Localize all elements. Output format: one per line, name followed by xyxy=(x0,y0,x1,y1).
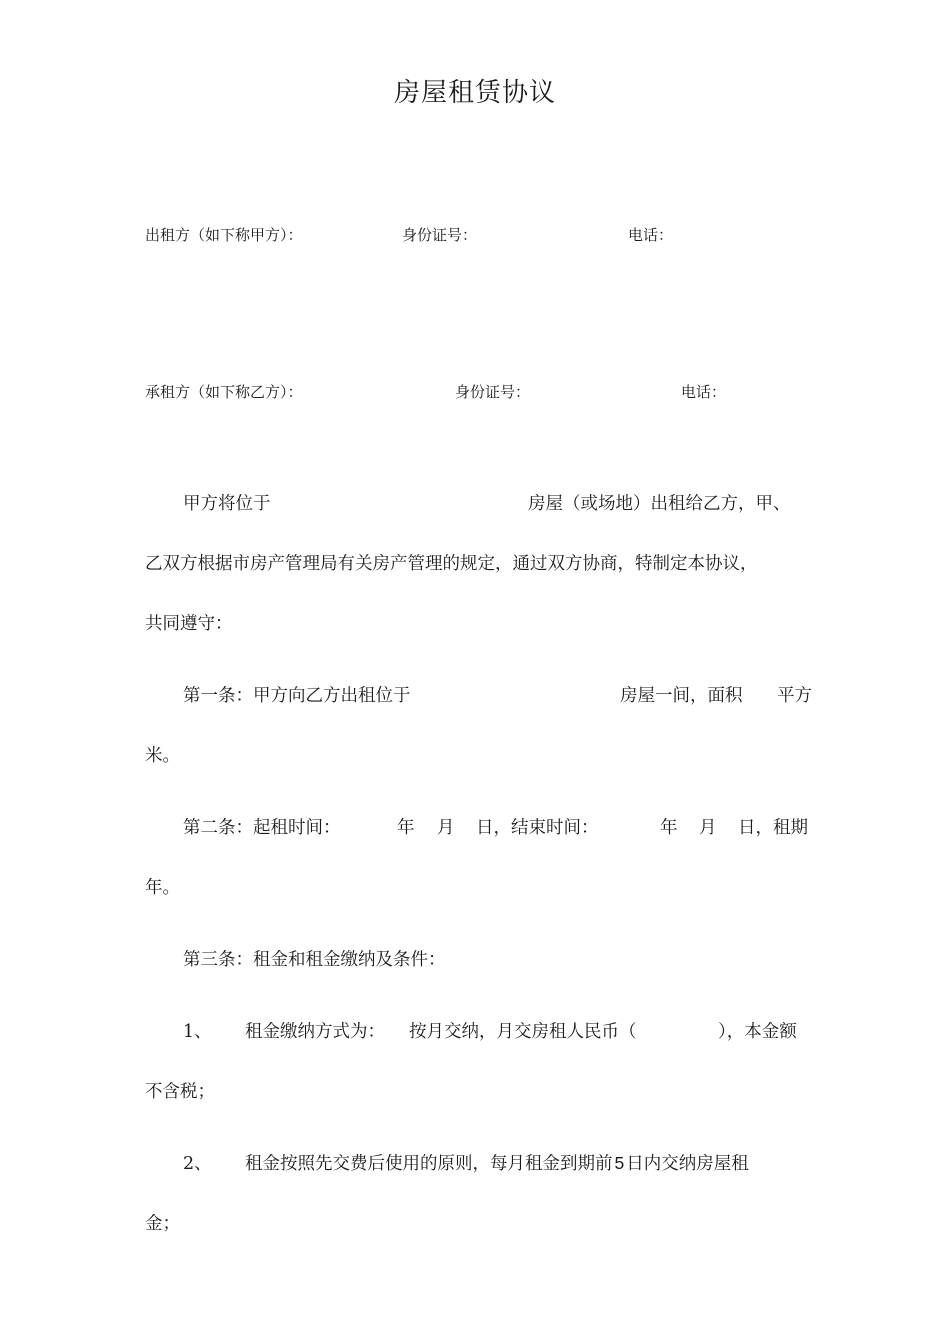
article3-item1-method: 租金缴纳方式为： xyxy=(245,1022,385,1042)
article3-item1-line2: 不含税； xyxy=(145,1082,215,1102)
article3-item2-text xyxy=(245,1150,749,1175)
article2-end-label: 日，结束时间： xyxy=(476,818,599,838)
article1-room: 房屋一间，面积 xyxy=(620,686,743,706)
article1-start: 第一条：甲方向乙方出租位于 xyxy=(183,686,411,706)
document-title: 房屋租赁协议 xyxy=(393,78,556,108)
article3-item2-number: 2、 xyxy=(183,1154,212,1174)
lessee-id-label: 身份证号： xyxy=(455,383,531,401)
intro-line1-end: 房屋（或场地）出租给乙方，甲、 xyxy=(528,494,791,514)
article3-item1-number: 1、 xyxy=(183,1022,212,1042)
intro-line1-start: 甲方将位于 xyxy=(183,494,271,514)
article3-item2-line2: 金； xyxy=(145,1214,180,1234)
lessor-phone-label: 电话： xyxy=(628,226,674,244)
article2-month2: 月 xyxy=(699,818,717,838)
intro-line2: 乙双方根据市房产管理局有关房产管理的规定，通过双方协商，特制定本协议， xyxy=(145,554,758,574)
article3-item1-amount: 按月交纳，月交房租人民币（ xyxy=(409,1022,637,1042)
article2-term: 日，租期 xyxy=(738,818,808,838)
article2-month1: 月 xyxy=(437,818,455,838)
article2-label: 第二条：起租时间： xyxy=(183,818,341,838)
article1-unit: 平方 xyxy=(777,686,812,706)
article3-item2-end: 日内交纳房屋租 xyxy=(626,1154,749,1174)
intro-line3: 共同遵守： xyxy=(145,614,233,634)
lessor-id-label: 身份证号： xyxy=(402,226,478,244)
article3-heading: 第三条：租金和租金缴纳及条件： xyxy=(183,950,446,970)
article2-year2: 年 xyxy=(660,818,678,838)
lessor-label: 出租方（如下称甲方）： xyxy=(145,226,303,244)
lessee-label: 承租方（如下称乙方）： xyxy=(145,383,303,401)
article2-year1: 年 xyxy=(397,818,415,838)
article1-line2: 米。 xyxy=(145,746,180,766)
article3-item1-tail: ），本金额 xyxy=(718,1022,797,1042)
article3-item2-start: 租金按照先交费后使用的原则，每月租金到期前 xyxy=(245,1154,613,1174)
article2-line2: 年。 xyxy=(145,878,180,898)
article3-item2-days: 5 xyxy=(614,1153,625,1173)
lessee-phone-label: 电话： xyxy=(681,383,727,401)
